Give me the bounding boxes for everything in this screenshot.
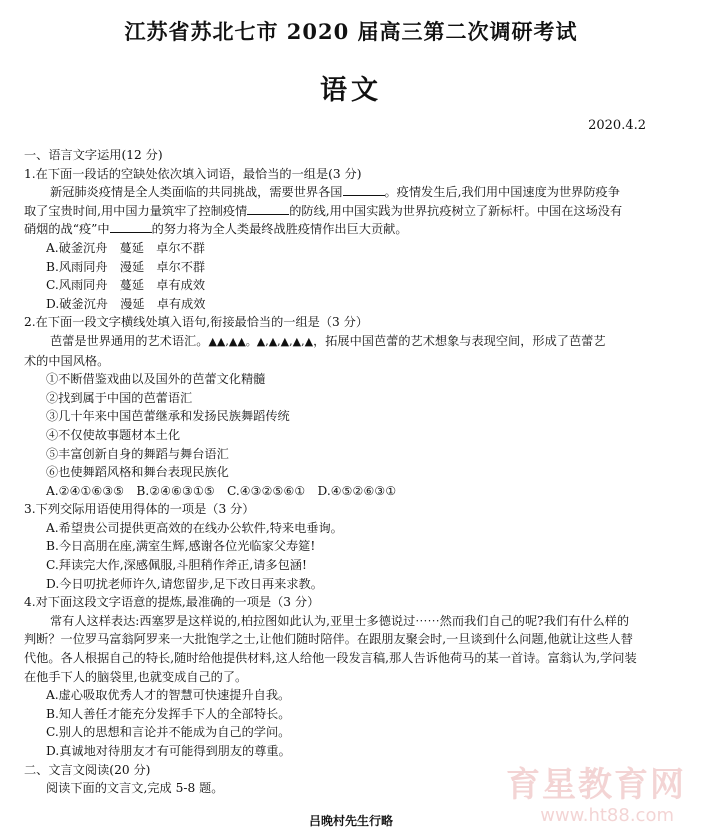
q3-option-c: C.拜读完大作,深感佩服,斗胆稍作斧正,请多包涵! (46, 558, 307, 573)
q3-stem: 3.下列交际用语使用得体的一项是（3 分） (24, 502, 255, 517)
passage-title: 吕晚村先生行略 (308, 814, 393, 828)
exam-content (24, 146, 680, 798)
answer-blank (247, 202, 289, 215)
answer-blank (110, 220, 152, 233)
q1-passage-line3: 硝烟的战“疫”中 的努力将为全人类最终战胜疫情作出巨大贡献。 (24, 222, 408, 237)
q4-option-b: B.知人善任才能充分发挥手下人的全部特长。 (46, 706, 291, 721)
watermark-brand: 育星教育网 (506, 765, 686, 805)
section1-heading: 一、语言文字运用(12 分) (24, 148, 163, 162)
q2-item-5: ⑤丰富创新自身的舞蹈与舞台语汇 (46, 446, 229, 461)
q2-passage-line2: 术的中国风格。 (24, 353, 110, 368)
q3-option-a: A.希望贵公司提供更高效的在线办公软件,特来电垂询。 (46, 520, 343, 535)
q2-item-1: ①不断借鉴戏曲以及国外的芭蕾文化精髓 (46, 372, 266, 387)
q4-option-d: D.真诚地对待朋友才有可能得到朋友的尊重。 (46, 744, 291, 758)
q4-passage-line2: 判断？一位罗马富翁阿罗来一大批饱学之士,让他们随时陪伴。在跟朋友聚会时,一旦谈到什么问题,他就让这些人替 (24, 632, 633, 647)
q1-passage-line2: 取了宝贵时间,用中国力量筑牢了控制疫情 的防线,用中国实践为世界抗疫树立了新标杆。中国在这场没有 (24, 203, 623, 218)
q4-option-a: A.虚心吸取优秀人才的智慧可快速提升自我。 (46, 688, 291, 703)
q3-option-d: D.今日叨扰老师许久,请您留步,足下改日再来求教。 (46, 576, 323, 591)
section2-intro: 阅读下面的文言文,完成 5-8 题。 (46, 781, 224, 796)
q3-option-b: B.今日高朋在座,满室生辉,感谢各位光临家父寿筵! (46, 539, 316, 554)
triangle-blanks: ▲▲,▲▲。▲,▲,▲,▲,▲ (208, 334, 314, 348)
q4-passage-line3: 代他。各人根据自己的特长,随时给他提供材料,这人给他一段发言稿,那人告诉他荷马的某一首诗。富翁认为,学问装 (24, 651, 637, 666)
q1-option-c: C.风雨同舟 蔓延 卓有成效 (46, 278, 206, 293)
q1-option-d: D.破釜沉舟 漫延 卓有成效 (46, 296, 206, 311)
answer-blank (343, 183, 385, 196)
q2-item-3: ③几十年来中国芭蕾继承和发扬民族舞蹈传统 (46, 409, 290, 424)
exam-date: 2020.4.2 (588, 118, 646, 133)
q1-passage-line1: 新冠肺炎疫情是全人类面临的共同挑战，需要世界各国 。疫情发生后,我们用中国速度为世界防疫争 (50, 185, 620, 200)
subject-title: 语文 (320, 75, 382, 106)
q4-stem: 4.对下面这段文字语意的提炼,最准确的一项是（3 分） (24, 595, 320, 610)
q1-option-b: B.风雨同舟 漫延 卓尔不群 (46, 259, 206, 274)
q2-stem: 2.在下面一段文字横线处填入语句,衔接最恰当的一组是（3 分） (24, 315, 369, 330)
section2-heading: 二、文言文阅读(20 分) (24, 762, 151, 777)
exam-title: 江苏省苏北七市 2020 届高三第二次调研考试 (124, 19, 578, 44)
q2-options: A.②④①⑥③⑤ B.②④⑥③①⑤ C.④③②⑤⑥① D.④⑤②⑥③① (46, 483, 397, 498)
q4-passage-line1: 常有人这样表达:西塞罗是这样说的,柏拉图如此认为,亚里士多德说过⋯⋯然而我们自己的呢?我们有什么样的 (50, 613, 630, 628)
watermark-url: www.ht88.com (540, 805, 674, 826)
q1-option-a: A.破釜沉舟 蔓延 卓尔不群 (46, 240, 205, 255)
q2-item-4: ④不仅使故事题材本土化 (46, 427, 181, 442)
q4-passage-line4: 在他手下人的脑袋里,也就变成自己的了。 (24, 669, 248, 684)
q1-stem: 1.在下面一段话的空缺处依次填入词语，最恰当的一组是(3 分) (24, 166, 362, 181)
q2-item-6: ⑥也使舞蹈风格和舞台表现民族化 (46, 465, 229, 480)
q4-option-c: C.别人的思想和言论并不能成为自己的学问。 (46, 725, 291, 740)
q2-item-2: ②找到属于中国的芭蕾语汇 (46, 390, 193, 405)
q2-passage-line1: 芭蕾是世界通用的艺术语汇。▲▲,▲▲。▲,▲,▲,▲,▲，拓展中国芭蕾的艺术想象与表现空间，形成了芭蕾艺 (50, 333, 606, 348)
